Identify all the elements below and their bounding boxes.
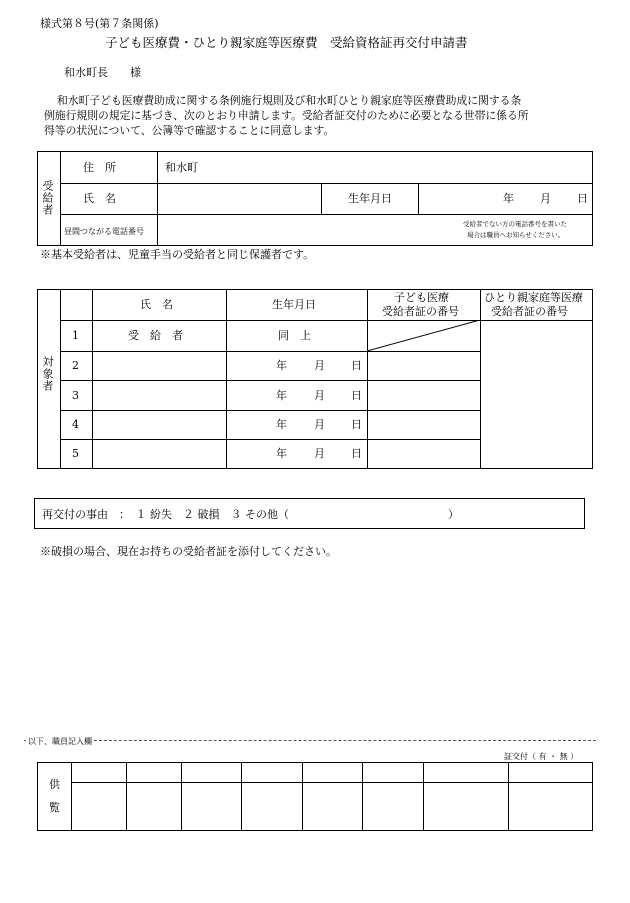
reason-close-paren: ） [448, 508, 459, 521]
row-2-number: 2 [72, 359, 79, 372]
recipient-dob-field[interactable] [419, 184, 591, 213]
address-label: 住 所 [83, 161, 116, 174]
row-3-day: 日 [351, 389, 362, 402]
col-dob-header: 生年月日 [272, 298, 316, 311]
row-4-month: 月 [314, 418, 325, 431]
row-2-day: 日 [351, 359, 362, 372]
dob-label: 生年月日 [348, 192, 392, 205]
phone-note-2: 場合は職員へお知らせください。 [467, 231, 565, 239]
row-1-name: 受 給 者 [128, 329, 183, 342]
reason-text: 再交付の事由 ： １ 紛失 ２ 破損 ３ その他（ [42, 508, 289, 521]
staff-divider-label: 以下、職員記入欄 [28, 737, 92, 746]
row-3-number: 3 [72, 389, 79, 402]
row-4-number: 4 [72, 418, 79, 431]
review-label-1: 供 [49, 778, 60, 791]
row-4-year: 年 [276, 418, 287, 431]
col-single-header-1: ひとり親家庭等医療 [484, 291, 583, 304]
phone-note-1: 受給者でない方の電話番号を書いた [463, 220, 567, 228]
intro-line-1: 和水町子ども医療費助成に関する条例施行規則及び和水町ひとり親家庭等医療費助成に関する条 [57, 94, 522, 107]
recipient-side-label: 受給者 [41, 180, 54, 216]
form-number: 様式第８号(第７条関係) [40, 17, 159, 30]
row1-diagonal-slash [367, 320, 480, 351]
damage-note: ※破損の場合、現在お持ちの受給者証を添付してください。 [40, 545, 337, 558]
row-3-year: 年 [276, 389, 287, 402]
col-single-header-2: 受給者証の番号 [491, 305, 568, 318]
address-value[interactable]: 和水町 [165, 161, 198, 174]
intro-line-2: 例施行規則の規定に基づき、次のとおり申請します。受給者証交付のために必要となる世帯に係る所 [44, 109, 529, 122]
page-title: 子ども医療費・ひとり親家庭等医療費 受給資格証再交付申請書 [105, 35, 468, 50]
col-child-header-2: 受給者証の番号 [382, 305, 459, 318]
dob-day: 日 [577, 192, 588, 205]
recipient-name-field[interactable] [158, 184, 320, 213]
dob-year: 年 [503, 192, 514, 205]
row-2-year: 年 [276, 359, 287, 372]
row-5-day: 日 [351, 447, 362, 460]
row-1-number: 1 [72, 329, 79, 342]
staff-divider [24, 740, 596, 741]
intro-line-3: 得等の状況について、公簿等で確認することに同意します。 [44, 124, 335, 137]
row-4-day: 日 [351, 418, 362, 431]
recipient-footnote: ※基本受給者は、児童手当の受給者と同じ保護者です。 [40, 248, 315, 261]
phone-label: 昼間つながる電話番号 [64, 227, 144, 236]
review-label-2: 覧 [49, 801, 60, 814]
name-label: 氏 名 [83, 192, 116, 205]
row-5-year: 年 [276, 447, 287, 460]
row-2-month: 月 [314, 359, 325, 372]
row-5-number: 5 [72, 447, 79, 460]
row-3-month: 月 [314, 389, 325, 402]
col-name-header: 氏 名 [140, 298, 173, 311]
issue-label: 証交付（ 有 ・ 無 ） [504, 752, 579, 761]
row-1-dob: 同 上 [278, 329, 311, 342]
dob-month: 月 [540, 192, 551, 205]
addressee: 和水町長 様 [64, 66, 141, 79]
phone-field[interactable] [158, 215, 448, 244]
row-5-month: 月 [314, 447, 325, 460]
col-child-header-1: 子ども医療 [394, 291, 449, 304]
targets-side-label: 対象者 [41, 356, 54, 392]
